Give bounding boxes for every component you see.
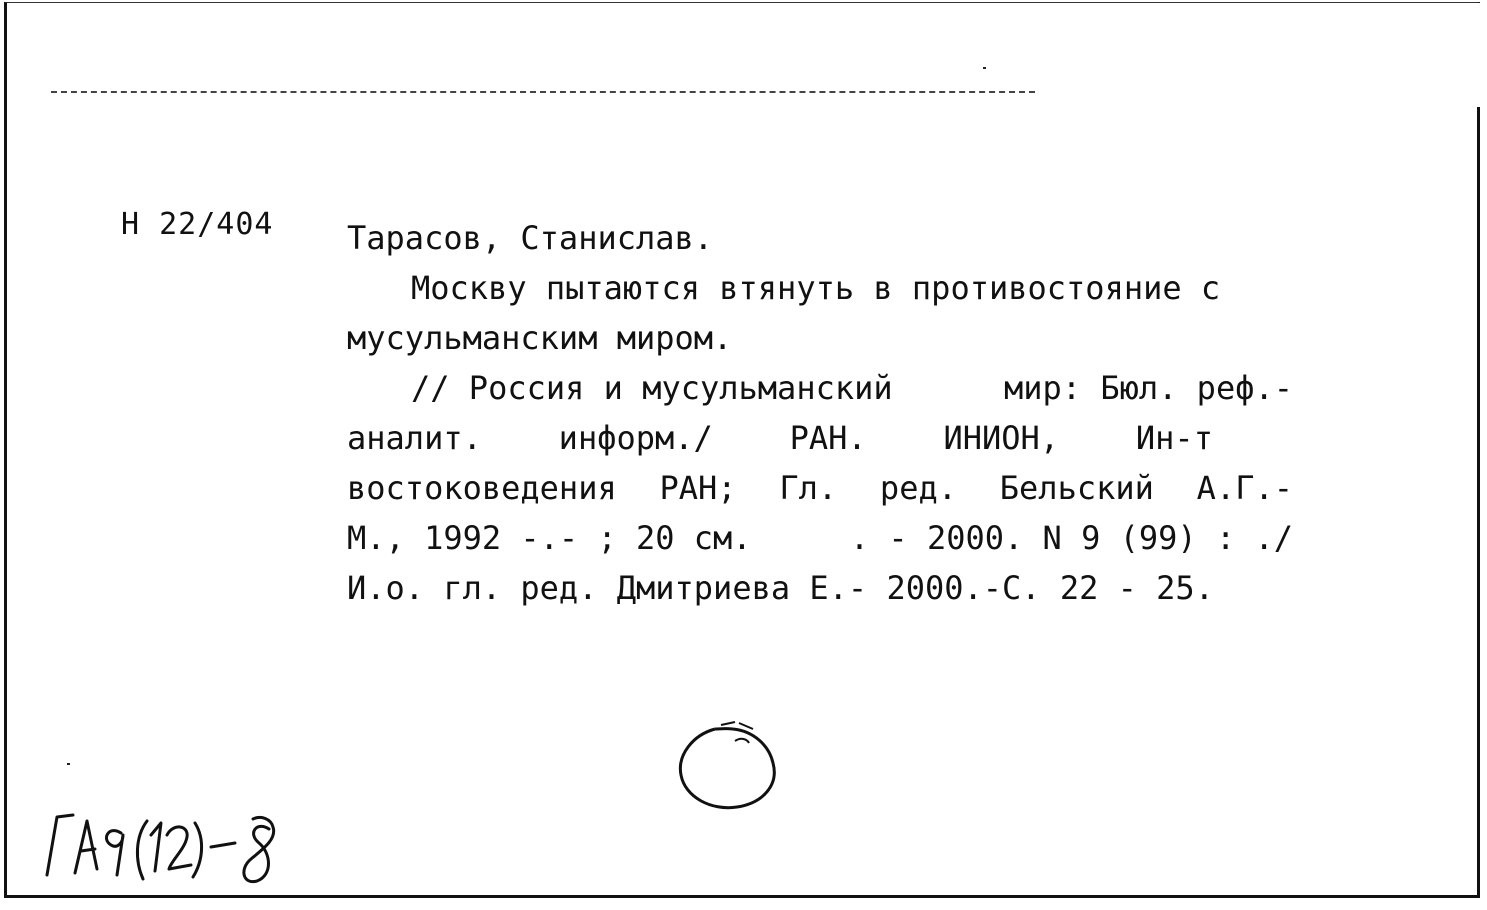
source-line (347, 363, 1293, 413)
dashed-rule (51, 91, 1035, 93)
handwritten-shelf-code (43, 803, 323, 893)
source-segment: РАН; (659, 469, 737, 507)
card-edge-gap (1474, 3, 1480, 107)
scan-speck (67, 763, 70, 765)
source-line: И.о. гл. ред. Дмитриева Е.- 2000.-С. 22 - 25. (347, 569, 1214, 607)
source-segment: М., 1992 -.- ; 20 см. (347, 519, 752, 557)
source-segment: Гл. (779, 469, 838, 507)
source-segment: // Россия и мусульманский (411, 369, 893, 407)
source-segment: ИНИОН, (943, 419, 1060, 457)
scan-speck (983, 67, 986, 69)
bibliographic-entry (347, 213, 1307, 613)
source-segment: ред. (879, 469, 957, 507)
source-segment: Ин-т (1135, 419, 1213, 457)
call-number: Н 22/404 (121, 207, 274, 242)
source-segment: мир: Бюл. реф.- (1004, 369, 1293, 407)
source-segment: востоковедения (347, 469, 617, 507)
source-line (347, 463, 1293, 513)
source-line (347, 513, 1293, 563)
source-segment: А.Г.- (1196, 469, 1293, 507)
author-line: Тарасов, Станислав. (347, 219, 714, 257)
title-line: мусульманским миром. (347, 319, 733, 357)
source-segment: аналит. (347, 419, 482, 457)
source-line (347, 413, 1213, 463)
catalog-card (4, 2, 1480, 898)
source-segment: информ./ (558, 419, 713, 457)
circle-mark-icon (675, 715, 785, 815)
title-line: Москву пытаются втянуть в противостояние с (411, 269, 1221, 307)
source-segment: РАН. (789, 419, 867, 457)
source-segment: . - 2000. N 9 (99) : ./ (849, 519, 1293, 557)
source-segment: Бельский (999, 469, 1154, 507)
